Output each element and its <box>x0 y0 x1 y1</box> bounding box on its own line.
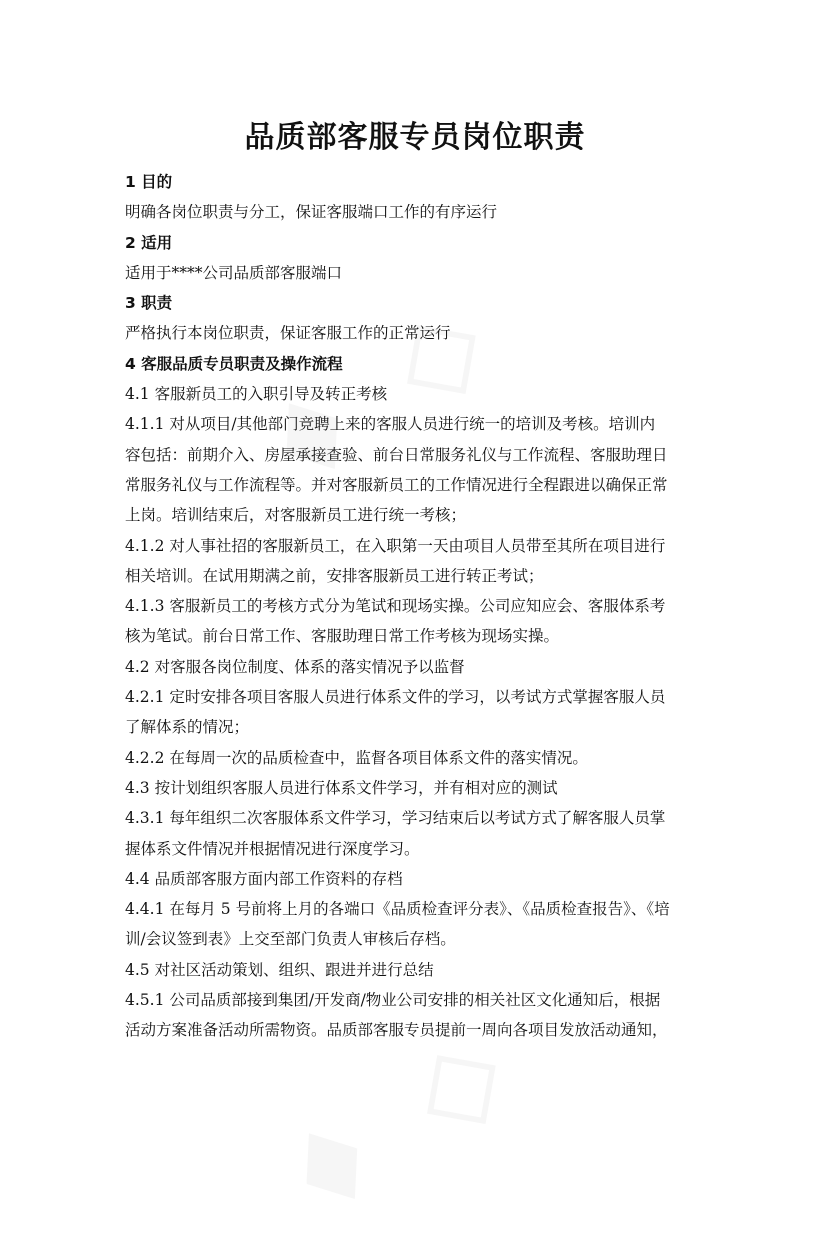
page-title: 品质部客服专员岗位职责 <box>244 120 586 156</box>
section-heading: 2 适用 <box>125 233 173 252</box>
paragraph-line: 适用于****公司品质部客服端口 <box>125 263 343 282</box>
paragraph-line: 4.2.1 定时安排各项目客服人员进行体系文件的学习，以考试方式掌握客服人员 <box>125 688 666 707</box>
paragraph-line: 4.1 客服新员工的入职引导及转正考核 <box>125 385 388 404</box>
paragraph-line: 训/会议签到表》上交至部门负责人审核后存档。 <box>125 930 456 949</box>
paragraph-line: 4.4.1 在每月 5 号前将上月的各端口《品质检查评分表》、《品质检查报告》、《培 <box>125 900 670 919</box>
paragraph-line: 容包括：前期介入、房屋承接查验、前台日常服务礼仪与工作流程、客服助理日 <box>125 445 668 464</box>
paragraph-line: 活动方案准备活动所需物资。品质部客服专员提前一周向各项目发放活动通知， <box>125 1021 668 1040</box>
paragraph-line: 4.5.1 公司品质部接到集团/开发商/物业公司安排的相关社区文化通知后，根据 <box>125 991 661 1010</box>
paragraph-line: 4.4 品质部客服方面内部工作资料的存档 <box>125 869 403 888</box>
paragraph-line: 了解体系的情况； <box>125 718 250 737</box>
paragraph-line: 4.1.2 对人事社招的客服新员工，在入职第一天由项目人员带至其所在项目进行 <box>125 536 666 555</box>
paragraph-line: 常服务礼仪与工作流程等。并对客服新员工的工作情况进行全程跟进以确保正常 <box>125 475 668 494</box>
paragraph-line: 核为笔试。前台日常工作、客服助理日常工作考核为现场实操。 <box>125 627 560 646</box>
paragraph-line: 4.5 对社区活动策划、组织、跟进并进行总结 <box>125 960 434 979</box>
paragraph-line: 相关培训。在试用期满之前，安排客服新员工进行转正考试； <box>125 566 544 585</box>
paragraph-line: 握体系文件情况并根据情况进行深度学习。 <box>125 839 420 858</box>
paragraph-line: 4.2 对客服各岗位制度、体系的落实情况予以监督 <box>125 657 465 676</box>
paragraph-line: 4.1.3 客服新员工的考核方式分为笔试和现场实操。公司应知应会、客服体系考 <box>125 597 666 616</box>
section-heading: 3 职责 <box>125 294 173 313</box>
paragraph-line: 4.1.1 对从项目/其他部门竞聘上来的客服人员进行统一的培训及考核。培训内 <box>125 415 656 434</box>
section-heading: 4 客服品质专员职责及操作流程 <box>125 354 343 373</box>
paragraph-line: 4.3.1 每年组织二次客服体系文件学习，学习结束后以考试方式了解客服人员掌 <box>125 809 666 828</box>
paragraph-line: 上岗。培训结束后，对客服新员工进行统一考核； <box>125 506 467 525</box>
paragraph-line: 4.3 按计划组织客服人员进行体系文件学习，并有相对应的测试 <box>125 778 558 797</box>
document-body <box>125 167 715 1046</box>
section-heading: 1 目的 <box>125 173 173 191</box>
paragraph-line: 明确各岗位职责与分工，保证客服端口工作的有序运行 <box>125 203 498 222</box>
paragraph-line: 4.2.2 在每周一次的品质检查中，监督各项目体系文件的落实情况。 <box>125 748 588 767</box>
paragraph-line: 严格执行本岗位职责，保证客服工作的正常运行 <box>125 324 451 343</box>
